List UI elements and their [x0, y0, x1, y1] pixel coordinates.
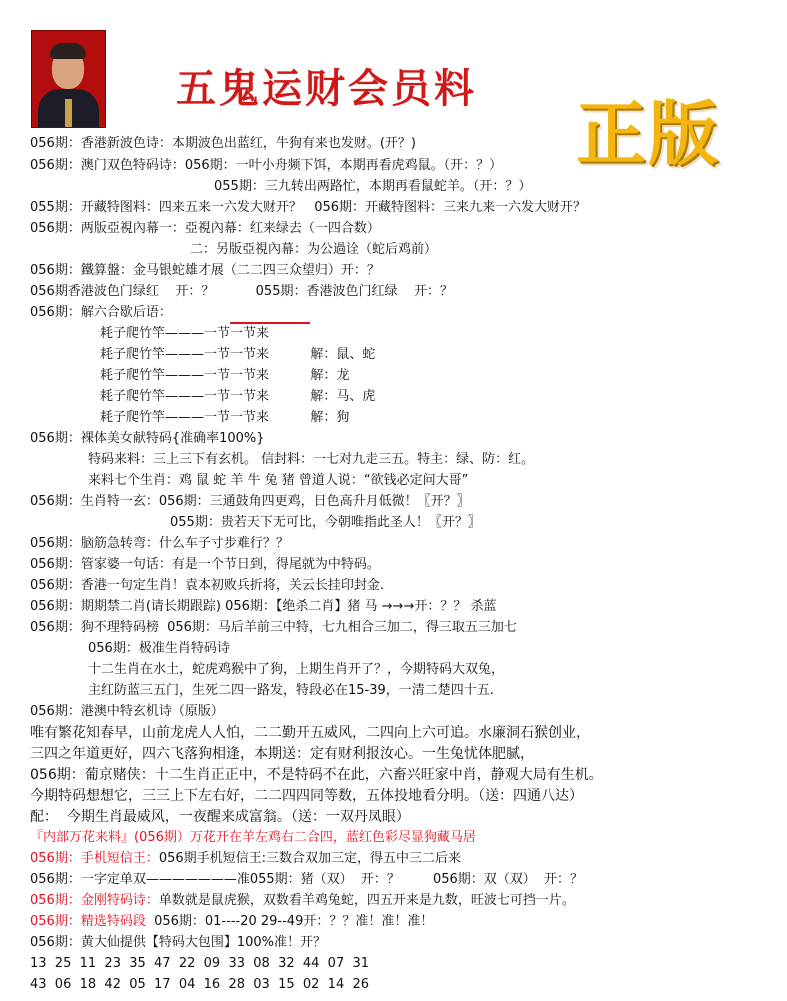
text-line: 三四之年道更好，四六飞落狗相逢，本期送：定有财利报汝心。一生兔忧体肥腻， [30, 746, 534, 762]
text-line: 055期：开藏特图料：四来五来一六发大财开？ 056期：开藏特图料：三来九来一六发大财开？ [30, 200, 587, 215]
text-line: 056期：极准生肖特码诗 [88, 641, 230, 656]
text-line: 055期：三九转出两路忙，本期再看鼠蛇羊。（开：？） [214, 179, 532, 194]
text-line: 056期：香港一句定生肖！袁本初败兵折将，关云长挂印封金. [30, 578, 384, 593]
number-row: 43 06 18 42 05 17 04 16 28 03 15 02 14 26 [30, 977, 370, 992]
text-line: 056期：生肖特一玄：056期：三通鼓角四更鸡，日色高升月低微！〖开？〗 [30, 494, 470, 509]
text-line: 唯有繁花知春早，山前龙虎人人怕，二二勤开五威风，二四向上六可追。水廉洞石猴创业， [30, 725, 590, 741]
text-line: 耗子爬竹竿———一节一节来 解：龙 [100, 368, 350, 383]
text-line: 今期特码想想它，三三上下左右好，二二四四同等数，五体投地看分明。（送：四通八达） [30, 788, 583, 804]
text-line: 056期：解六合歇后语： [30, 305, 172, 320]
text-line: 耗子爬竹竿———一节一节来 解：鼠、蛇 [100, 347, 376, 362]
page-title: 五鬼运财会员料 [176, 65, 477, 112]
text-line: 056期：葡京赌侠：十二生肖正正中，不是特码不在此，六畜兴旺家中肖，静观大局有生机。 [30, 767, 603, 783]
highlight-prefix: 056期：手机短信王： [30, 851, 159, 866]
highlight-prefix: 056期：精选特码段 [30, 914, 146, 929]
highlight-prefix: 056期：金刚特码诗： [30, 893, 159, 908]
text-line: 来料七个生肖：鸡 鼠 蛇 羊 牛 兔 猪 曾道人说：“欲钱必定问大哥” [88, 473, 469, 488]
text-line: 056期：金刚特码诗：单数就是鼠虎猴，双数看羊鸡兔蛇，四五开来是九数，旺波七可挡一片。 [30, 893, 575, 908]
text-line: 056期香港波色门绿红 开：？ 055期：香港波色门红绿 开：？ [30, 284, 454, 299]
text-line: 056期：裸体美女献特码{准确率100%} [30, 431, 265, 446]
text-line: 056期：香港新波色诗：本期波色出蓝红，牛狗有来也发财。(开？) [30, 136, 416, 151]
text-line: 056期：狗不理特码榜 056期：马后羊前三中特，七九相合三加二，得三取五三加七 [30, 620, 517, 635]
text-line: 耗子爬竹竿———一节一节来 解：狗 [100, 410, 350, 425]
text-line: 056期：港澳中特玄机诗（原版） [30, 704, 224, 719]
text-line: 056期：手机短信王：056期手机短信王:三数合双加三定，得五中三二后来 [30, 851, 462, 866]
text-line: 056期：管家婆一句话：有是一个节日到，得尾就为中特码。 [30, 557, 380, 572]
text-line: 056期：一字定单双———————准055期：猪（双） 开：？ 056期：双（双） 开：？ [30, 872, 584, 887]
text-line: 056期：两版亞視內幕一：亞視內幕：红来绿去（一四合数） [30, 221, 380, 236]
number-row: 13 25 11 23 35 47 22 09 33 08 32 44 07 31 [30, 956, 370, 971]
text-line: 056期：精选特码段 056期：01----20 29--49开：？？准！准！准！ [30, 914, 434, 929]
portrait-tie [65, 99, 72, 127]
text-line: 056期：澳门双色特码诗：056期：一叶小舟频下饵，本期再看虎鸡鼠。（开：？） [30, 158, 503, 173]
portrait-hair [50, 43, 86, 59]
text-line: 主红防蓝三五门，生死二四一路发，特段必在15-39，一清二楚四十五. [88, 683, 494, 698]
inner-flower-line: 『内部万花来料』(056期）万花开在羊左鸡右二合四，蓝红色彩尽显狗藏马居 [30, 830, 476, 845]
text-line: 耗子爬竹竿———一节一节来 [100, 326, 270, 341]
text-line: 056期：鐵算盤：金马银蛇雄才展（二二四三众望归）开：？ [30, 263, 380, 278]
text-line: 056期：期期禁二肖(请长期跟踪) 056期：【绝杀二肖】猪 马 →→→开：？？ 杀蓝 [30, 599, 497, 614]
text-line: 十二生肖在水土，蛇虎鸡猴中了狗，上期生肖开了？，今期特码大双兔， [88, 662, 505, 677]
red-underline [230, 322, 310, 324]
text-line: 耗子爬竹竿———一节一节来 解：马、虎 [100, 389, 376, 404]
authentic-stamp: 正版 [576, 93, 720, 175]
text-line: 056期：黄大仙提供【特码大包围】100%准！开？ [30, 935, 326, 950]
text-line: 二：另版亞視內幕：为公過诠（蛇后鸡前） [190, 242, 438, 257]
text-line: 056期：脑筋急转弯：什么车子寸步难行？？ [30, 536, 289, 551]
text-line: 055期：贵若天下无可比，今朝唯指此圣人！〖开？〗 [170, 515, 481, 530]
text-line: 配： 今期生肖最威风，一夜醒来成富翁。（送：一双丹凤眼） [30, 809, 410, 825]
portrait-photo [31, 30, 106, 128]
text-line: 特码来料：三上三下有玄机。 信封料：一七对九走三五。特主：绿、防：红。 [88, 452, 535, 467]
